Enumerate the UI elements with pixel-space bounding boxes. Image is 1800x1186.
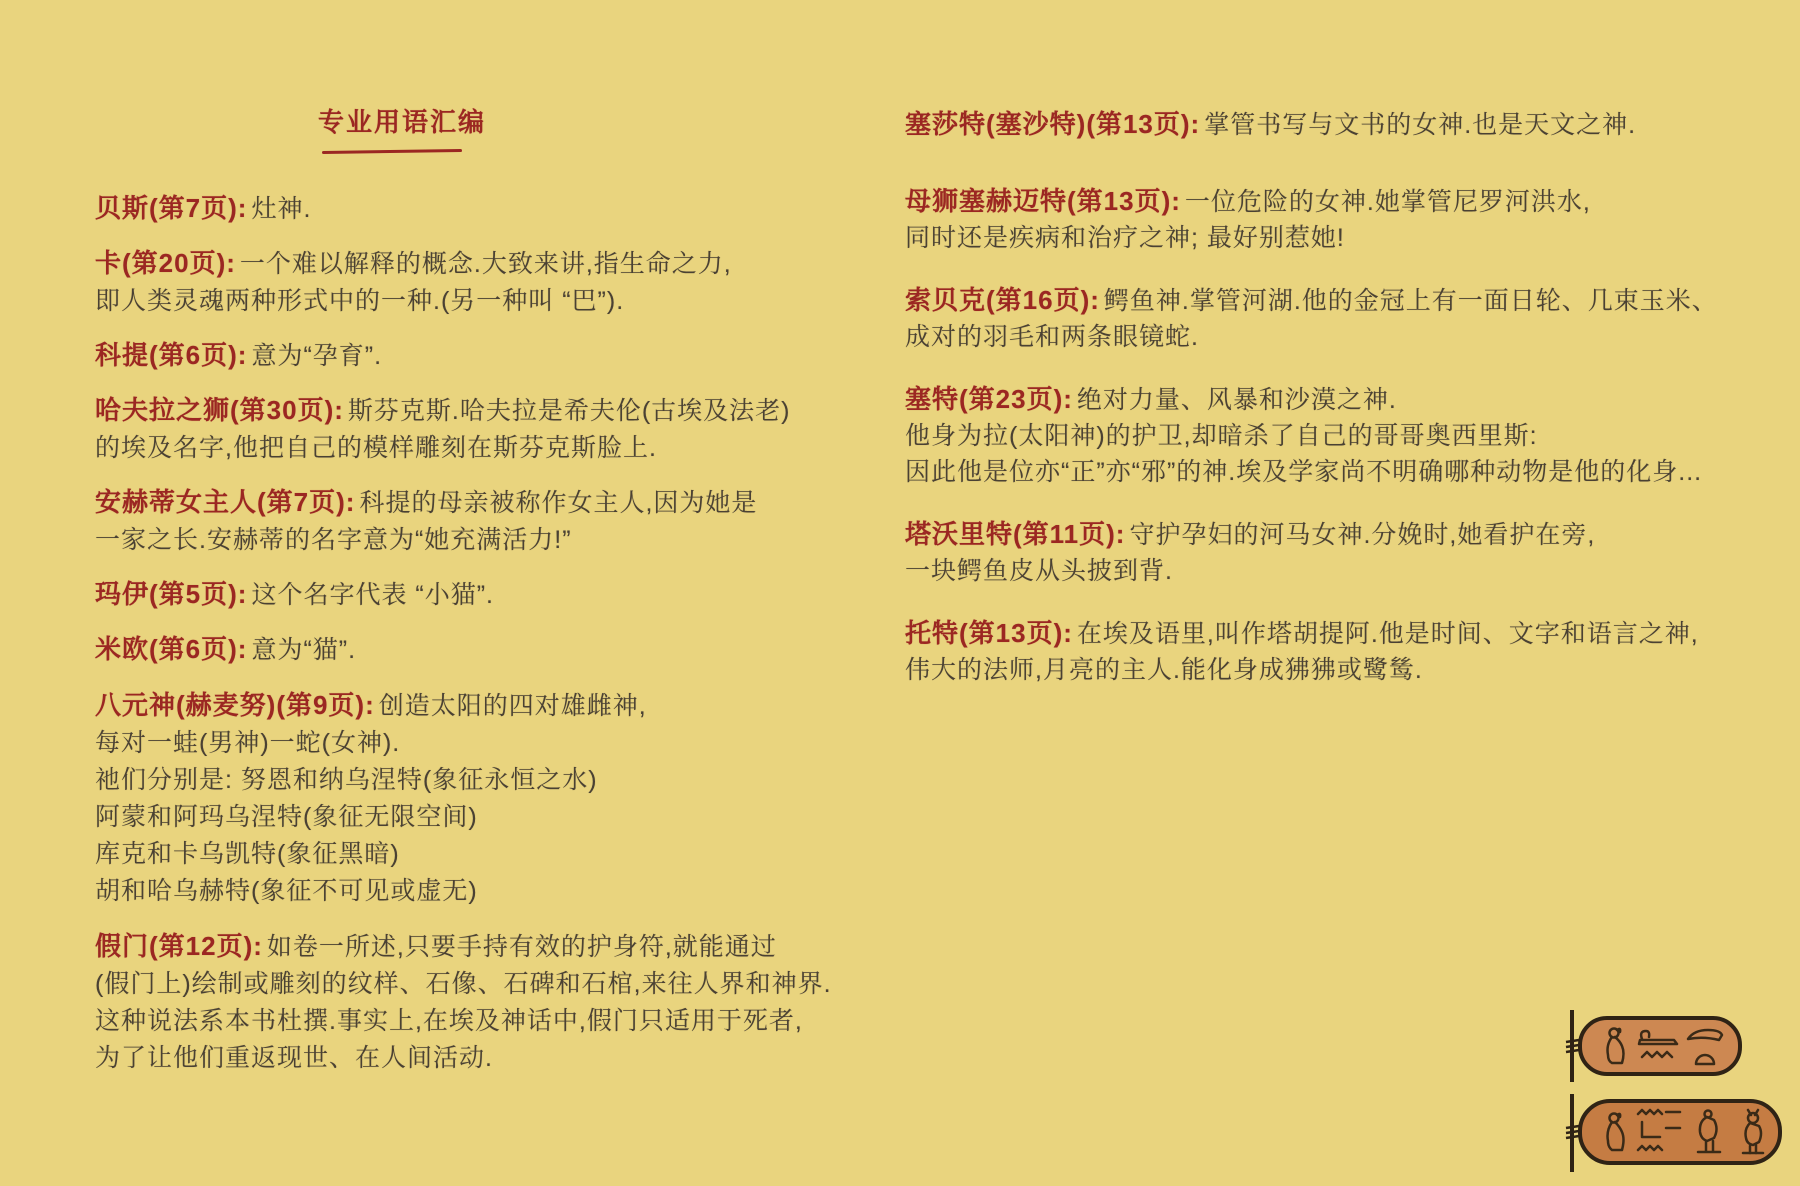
entry-term: 塔沃里特(第11页): (905, 519, 1126, 549)
left-column (95, 190, 832, 1094)
entry-first-line (95, 245, 795, 283)
entry-first-line (95, 337, 795, 375)
glossary-entry (905, 516, 1800, 589)
glossary-entry (905, 381, 1800, 490)
entry-definition: 一个难以解释的概念.大致来讲,指生命之力, (239, 250, 732, 278)
entry-definition-line: 即人类灵魂两种形式中的一种.(另一种叫 “巴”). (95, 287, 625, 315)
entry-term: 米欧(第6页): (95, 634, 248, 664)
entry-term: 安赫蒂女主人(第7页): (95, 487, 356, 517)
glossary-entry (905, 282, 1800, 355)
entry-first-line (95, 190, 795, 228)
entry-definition: 灶神. (251, 195, 312, 223)
entry-definition-line: (假门上)绘制或雕刻的纹样、石像、石碑和石棺,来往人界和神界. (95, 970, 832, 998)
entry-definition: 在埃及语里,叫作塔胡提阿.他是时间、文字和语言之神, (1076, 620, 1699, 648)
cartouche-top (1562, 1006, 1752, 1086)
cartouche-oval (1580, 1018, 1740, 1074)
entry-term: 塞特(第23页): (905, 384, 1073, 414)
right-column (905, 106, 1800, 714)
entry-first-line (95, 392, 795, 430)
entry-definition: 绝对力量、风暴和沙漠之神. (1076, 386, 1397, 414)
entry-first-line (905, 516, 1800, 553)
entry-definition: 意为“孕育”. (251, 342, 383, 370)
entry-definition: 科提的母亲被称作女主人,因为她是 (359, 489, 758, 517)
entry-term: 八元神(赫麦努)(第9页): (95, 690, 375, 720)
glossary-entry (95, 928, 832, 1077)
entry-first-line (905, 381, 1800, 418)
entry-term: 假门(第12页): (95, 931, 263, 961)
page-title: 专业用语汇编 (318, 107, 487, 137)
entry-first-line (905, 183, 1800, 220)
glossary-entry (95, 337, 795, 375)
entry-definition: 斯芬克斯.哈夫拉是希夫伦(古埃及法老) (347, 397, 791, 425)
entry-term: 科提(第6页): (95, 340, 248, 370)
glossary-entry (95, 190, 795, 228)
entry-definition-line: 阿蒙和阿玛乌涅特(象征无限空间) (95, 803, 478, 831)
entry-definition-line: 成对的羽毛和两条眼镜蛇. (905, 323, 1199, 351)
glossary-entry (95, 484, 795, 559)
entry-first-line (95, 928, 795, 966)
glossary-entry (905, 183, 1800, 256)
entry-first-line (905, 106, 1800, 143)
entry-first-line (95, 576, 795, 614)
entry-term: 卡(第20页): (95, 248, 236, 278)
entry-definition-line: 伟大的法师,月亮的主人.能化身成狒狒或鹭鸶. (905, 656, 1423, 684)
entry-definition: 这个名字代表 “小猫”. (251, 581, 494, 609)
entry-definition-line: 库克和卡乌凯特(象征黑暗) (95, 840, 400, 868)
entry-term: 母狮塞赫迈特(第13页): (905, 186, 1181, 216)
entry-term: 哈夫拉之狮(第30页): (95, 395, 344, 425)
entry-definition: 掌管书写与文书的女神.也是天文之神. (1204, 111, 1637, 139)
glossary-entry (95, 687, 795, 910)
entry-definition-line: 同时还是疾病和治疗之神; 最好别惹她! (905, 224, 1345, 252)
entry-definition-line: 胡和哈乌赫特(象征不可见或虚无) (95, 877, 478, 905)
entry-definition: 鳄鱼神.掌管河湖.他的金冠上有一面日轮、几束玉米、 (1103, 287, 1718, 315)
entry-definition-line: 一块鳄鱼皮从头披到背. (905, 557, 1173, 585)
glossary-entry (95, 576, 795, 614)
entry-first-line (905, 615, 1800, 652)
entry-definition-line: 这种说法系本书杜撰.事实上,在埃及神话中,假门只适用于死者, (95, 1007, 803, 1035)
entry-definition-line: 的埃及名字,他把自己的模样雕刻在斯芬克斯脸上. (95, 434, 657, 462)
glossary-entry (95, 245, 795, 320)
entry-definition-line: 他身为拉(太阳神)的护卫,却暗杀了自己的哥哥奥西里斯: (905, 422, 1538, 450)
entry-term: 玛伊(第5页): (95, 579, 248, 609)
entry-term: 贝斯(第7页): (95, 193, 248, 223)
entry-first-line (905, 282, 1800, 319)
entry-definition-line: 每对一蛙(男神)一蛇(女神). (95, 729, 401, 757)
glossary-entry (95, 392, 795, 467)
entry-definition-line: 祂们分别是: 努恩和纳乌涅特(象征永恒之水) (95, 766, 598, 794)
entry-definition: 如卷一所述,只要手持有效的护身符,就能通过 (266, 933, 777, 961)
entry-term: 索贝克(第16页): (905, 285, 1100, 315)
entry-first-line (95, 631, 795, 669)
entry-first-line (95, 484, 795, 522)
entry-definition: 创造太阳的四对雄雌神, (378, 692, 647, 720)
entry-definition: 一位危险的女神.她掌管尼罗河洪水, (1184, 188, 1591, 216)
entry-definition: 守护孕妇的河马女神.分娩时,她看护在旁, (1129, 521, 1596, 549)
entry-definition-line: 因此他是位亦“正”亦“邪”的神.埃及学家尚不明确哪种动物是他的化身... (905, 458, 1703, 486)
glossary-entry (905, 615, 1800, 688)
entry-definition-line: 一家之长.安赫蒂的名字意为“她充满活力!” (95, 526, 572, 554)
entry-first-line (95, 687, 795, 725)
entry-term: 托特(第13页): (905, 618, 1073, 648)
glossary-entry (905, 106, 1800, 143)
entry-definition-line: 为了让他们重返现世、在人间活动. (95, 1044, 493, 1072)
entry-term: 塞莎特(塞沙特)(第13页): (905, 109, 1201, 139)
cartouche-bottom (1562, 1090, 1794, 1176)
glossary-entry (95, 631, 795, 669)
entry-definition: 意为“猫”. (251, 636, 357, 664)
